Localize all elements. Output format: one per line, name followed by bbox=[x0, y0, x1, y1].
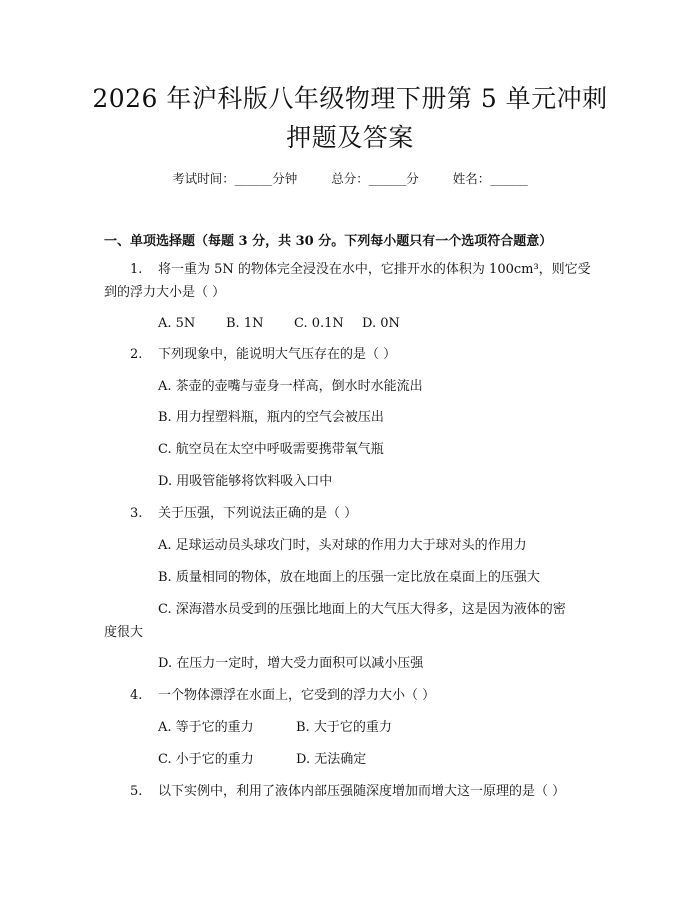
option-c: C. 小于它的重力 bbox=[158, 752, 254, 767]
question-2-option-d: D. 用吸管能够将饮料吸入口中 bbox=[158, 474, 333, 489]
exam-time-field: 考试时间：______分钟 bbox=[172, 171, 298, 186]
option-a: A. 5N bbox=[158, 316, 196, 331]
question-3-option-c: C. 深海潜水员受到的压强比地面上的大气压大得多，这是因为液体的密 bbox=[158, 602, 566, 617]
question-3-option-b: B. 质量相同的物体，放在地面上的压强一定比放在桌面上的压强大 bbox=[158, 570, 540, 585]
question-5-stem bbox=[130, 783, 565, 801]
question-1-options bbox=[158, 315, 400, 333]
question-3-option-d: D. 在压力一定时，增大受力面积可以减小压强 bbox=[158, 656, 424, 671]
option-d: D. 0N bbox=[362, 316, 400, 331]
question-2-stem bbox=[130, 346, 396, 364]
question-number: 4. bbox=[130, 688, 143, 703]
question-3-option-c-continued: 度很大 bbox=[104, 625, 144, 640]
question-number: 1. bbox=[130, 262, 143, 277]
option-b: B. 1N bbox=[226, 316, 264, 331]
total-score-field: 总分：______分 bbox=[331, 171, 419, 186]
section-heading: 一、单项选择题（每题 3 分，共 30 分。下列每小题只有一个选项符合题意） bbox=[104, 234, 553, 249]
question-4-stem bbox=[130, 687, 435, 705]
question-text: 下列现象中，能说明大气压存在的是（ ） bbox=[158, 347, 397, 362]
question-4-options-row-1 bbox=[158, 719, 392, 737]
question-1-stem bbox=[130, 261, 591, 279]
question-1-stem-continued: 到的浮力大小是（ ） bbox=[104, 285, 226, 300]
question-number: 5. bbox=[130, 784, 143, 799]
student-name-field: 姓名：______ bbox=[452, 171, 528, 186]
exam-info bbox=[0, 169, 700, 187]
question-2-option-c: C. 航空员在太空中呼吸需要携带氧气瓶 bbox=[158, 442, 384, 457]
question-number: 2. bbox=[130, 347, 143, 362]
question-2-option-a: A. 茶壶的壶嘴与壶身一样高，倒水时水能流出 bbox=[158, 379, 423, 394]
option-d: D. 无法确定 bbox=[296, 752, 367, 767]
question-4-options-row-2 bbox=[158, 751, 366, 769]
option-a: A. 等于它的重力 bbox=[158, 720, 254, 735]
question-3-option-a: A. 足球运动员头球攻门时，头对球的作用力大于球对头的作用力 bbox=[158, 538, 527, 553]
question-3-stem bbox=[130, 505, 357, 523]
question-text: 一个物体漂浮在水面上，它受到的浮力大小（ ） bbox=[158, 688, 436, 703]
question-text: 关于压强，下列说法正确的是（ ） bbox=[158, 506, 358, 521]
question-text: 以下实例中，利用了液体内部压强随深度增加而增大这一原理的是（ ） bbox=[158, 784, 566, 799]
option-b: B. 大于它的重力 bbox=[296, 720, 392, 735]
question-text: 将一重为 5N 的物体完全浸没在水中，它排开水的体积为 100cm³，则它受 bbox=[158, 262, 591, 277]
question-number: 3. bbox=[130, 506, 143, 521]
option-c: C. 0.1N bbox=[294, 316, 344, 331]
document-title-line-2: 押题及答案 bbox=[286, 123, 414, 152]
document-title-line-1: 2026 年沪科版八年级物理下册第 5 单元冲刺 bbox=[92, 84, 608, 113]
question-2-option-b: B. 用力捏塑料瓶，瓶内的空气会被压出 bbox=[158, 410, 384, 425]
